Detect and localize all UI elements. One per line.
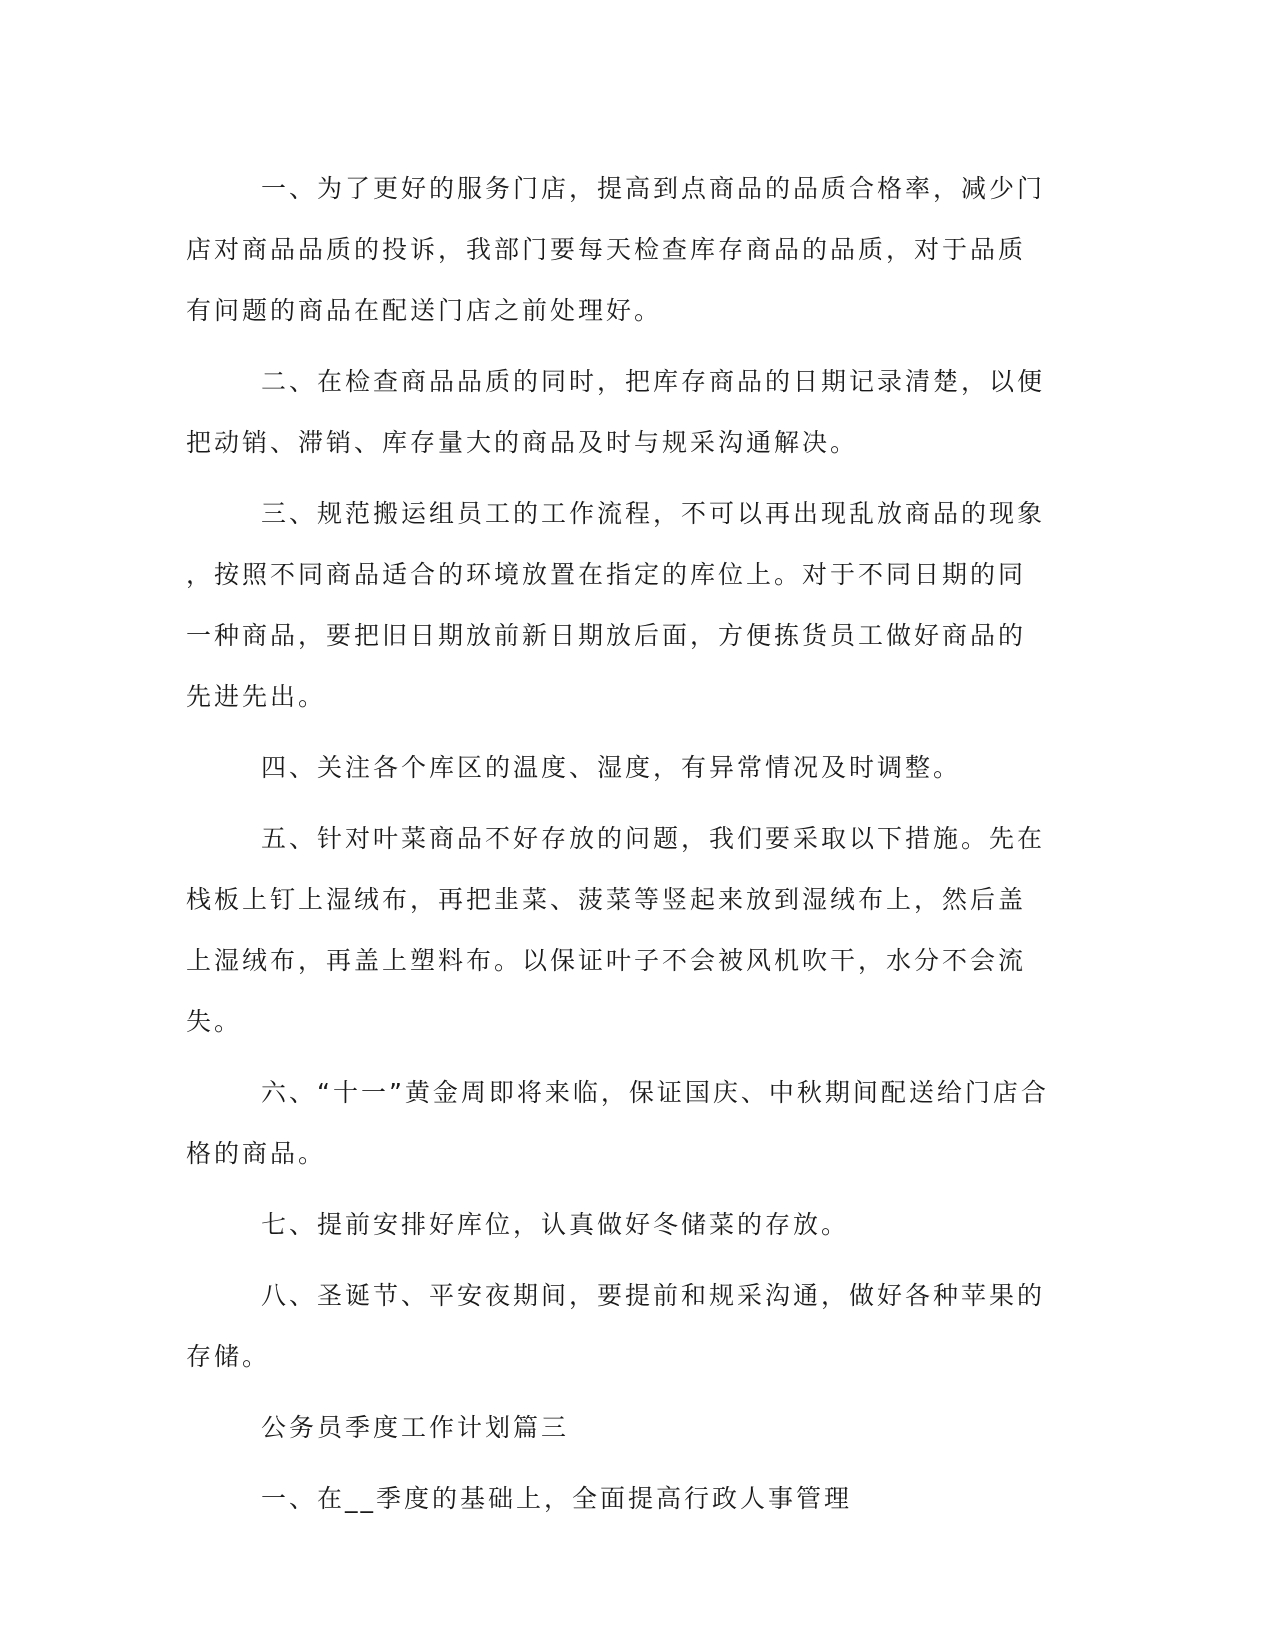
text-line: 有问题的商品在配送门店之前处理好。 [186, 296, 663, 325]
text-line: 一、为了更好的服务门店，提高到点商品的品质合格率，减少门 [261, 174, 1046, 203]
text-line: 栈板上钉上湿绒布，再把韭菜、菠菜等竖起来放到湿绒布上，然后盖 [186, 885, 1027, 914]
paragraph-4 [186, 737, 1066, 798]
text-line: 一种商品，要把旧日期放前新日期放后面，方便拣货员工做好商品的 [186, 621, 1027, 650]
text-line: 存储。 [186, 1342, 271, 1371]
text-line: 七、提前安排好库位，认真做好冬储菜的存放。 [261, 1210, 850, 1239]
section-heading [186, 1397, 1066, 1458]
text-line: 把动销、滞销、库存量大的商品及时与规采沟通解决。 [186, 428, 859, 457]
text-line: 格的商品。 [186, 1139, 327, 1168]
text-line: 一、在__季度的基础上，全面提高行政人事管理 [261, 1484, 853, 1513]
text-line: 四、关注各个库区的温度、湿度，有异常情况及时调整。 [261, 753, 962, 782]
paragraph-7 [186, 1194, 1066, 1255]
paragraph-9 [186, 1468, 1066, 1529]
text-line: 五、针对叶菜商品不好存放的问题，我们要采取以下措施。先在 [261, 824, 1046, 853]
text-line: 先进先出。 [186, 682, 327, 711]
text-line: 三、规范搬运组员工的工作流程，不可以再出现乱放商品的现象 [261, 499, 1046, 528]
paragraph-1 [186, 158, 1066, 341]
paragraph-8 [186, 1265, 1066, 1387]
text-line: 六、“十一”黄金周即将来临，保证国庆、中秋期间配送给门店合 [261, 1078, 1049, 1107]
paragraph-3 [186, 483, 1066, 727]
text-line: 八、圣诞节、平安夜期间，要提前和规采沟通，做好各种苹果的 [261, 1281, 1046, 1310]
text-line: 失。 [186, 1007, 243, 1036]
paragraph-5 [186, 808, 1066, 1052]
document-body [186, 158, 1066, 1539]
paragraph-2 [186, 351, 1066, 473]
text-line: 上湿绒布，再盖上塑料布。以保证叶子不会被风机吹干，水分不会流 [186, 946, 1027, 975]
text-line: 公务员季度工作计划篇三 [261, 1413, 570, 1442]
text-line: 店对商品品质的投诉，我部门要每天检查库存商品的品质，对于品质 [186, 235, 1027, 264]
text-line: ，按照不同商品适合的环境放置在指定的库位上。对于不同日期的同 [186, 560, 1027, 589]
paragraph-6 [186, 1062, 1066, 1184]
text-line: 二、在检查商品品质的同时，把库存商品的日期记录清楚，以便 [261, 367, 1046, 396]
